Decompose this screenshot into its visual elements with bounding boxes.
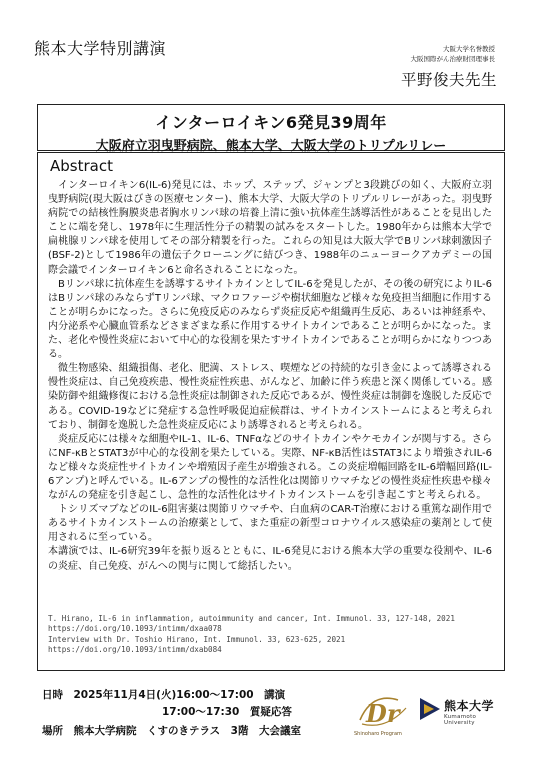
abstract-paragraph: 炎症反応には様々な細胞やIL-1、IL-6、TNFαなどのサイトカインやケモカインが関与する。さらにNF-κBとSTAT3が中心的な役割を果たしている。実際、NF-κB活性はSTAT3により増強されIL-6など様々な炎症性サイトカインや増殖因子産生が増強される。この炎症増幅回路をIL-6増幅回路(IL-6アンプ)と呼んでいる。IL-6アンプの慢性的な活性化は関節リウマチなどの慢性炎症性疾患や様々ながんの発症を引き起こし、急性的な活性化はサイトカインストームを引き起こすと考えられる。 (48, 433, 492, 502)
abstract-box (37, 152, 505, 671)
program-logo (352, 690, 414, 742)
university-emblem-icon (418, 696, 442, 722)
abstract-paragraph: Bリンパ球に抗体産生を誘導するサイトカインとしてIL-6を発見したが、その後の研究によりIL-6はBリンパ球のみならずTリンパ球、マクロファージや樹状細胞など様々な免疫担当細胞に作用することが明らかになった。さらに免疫反応のみならず炎症反応や組織再生反応、あるいは神経系や、内分泌系や心臓血管系などさまざまな系に作用するサイトカインであることが明らかになった。また、老化や慢性炎症において中心的な役割を果たすサイトカインであることが明らかになりつつある。 (48, 278, 492, 361)
abstract-paragraph: 本講演では、IL-6研究39年を振り返るとともに、IL-6発見における熊本大学の重要な役割や、IL-6 の炎症、自己免疫、がんへの関与に関して総括したい。 (48, 546, 492, 572)
references (48, 614, 494, 655)
program-logo-text: Dr (366, 699, 400, 728)
abstract-paragraph: 微生物感染、組織損傷、老化、肥満、ストレス、喫煙などの持続的な引き金によって誘導される慢性炎症は、自己免疫疾患、慢性炎症性疾患、がんなど、加齢に伴う疾患と深く関係している。感染防御や組織修復における急性炎症は制御された反応であるが、慢性炎症は制御を逸脱した反応である。COVID-19などに発症する急性呼吸促迫症候群は、サイトカインストームによると考えられており、制御を逸脱した急性炎症反応により誘導されると考えられる。 (48, 363, 492, 431)
event-qa-time: 17:00～17:30 質疑応答 (162, 706, 292, 718)
university-name: 熊本大学 (444, 699, 495, 713)
affiliation-1: 大阪大学名誉教授 (443, 45, 495, 53)
university-name-en: Kumamoto University (444, 714, 477, 726)
abstract-heading: Abstract (50, 157, 113, 175)
program-logo-icon (352, 690, 414, 732)
abstract-paragraph: インターロイキン6(IL-6)発見には、ホップ、ステップ、ジャンプと3段跳びの如く、大阪府立羽曳野病院(現大阪はびきの医療センター)、熊本大学、大阪大学のトリプルリレーがあった。羽曳野病院での結核性胸膜炎患者胸水リンパ球の培養上清に強い抗体産生誘導活性があることを見出したことに端を発し、1978年に生理活性分子の精製の試みをスタートした。1980年からは熊本大学で扁桃腺リンパ球を使用してその部分精製を行った。これらの知見は大阪大学でBリンパ球刺激因子(BSF-2)として1986年の遺伝子クローニングに結びつき、1988年のニューヨークアカデミーの国際会議でインターロイキン6と命名されることになった。 (48, 180, 492, 276)
title-box (37, 104, 505, 154)
speaker-name: 平野俊夫先生 (400, 71, 497, 89)
affiliation-2: 大阪国際がん治療財団理事長 (410, 55, 495, 63)
lecture-series-title: 熊本大学特別講演 (34, 39, 167, 58)
speaker-affiliations (411, 44, 496, 64)
lecture-title: インターロイキン6発見39周年 (155, 113, 387, 132)
reference-citation: T. Hirano, IL-6 in inflammation, autoimmunity and cancer, Int. Immunol. 33, 127-148, 2021 (48, 614, 455, 623)
event-date: 日時 2025年11月4日(火)16:00～17:00 講演 (42, 689, 286, 701)
reference-citation: Interview with Dr. Toshio Hirano, Int. Immunol. 33, 623-625, 2021 (48, 634, 346, 644)
program-logo-subtitle: Shinoharo Program (354, 731, 402, 737)
event-place: 場所 熊本大学病院 くすのきテラス 3階 大会議室 (42, 725, 301, 737)
reference-doi-link[interactable]: https://doi.org/10.1093/intimm/dxaa078 (48, 624, 222, 634)
university-logo (418, 696, 500, 726)
reference-doi-link[interactable]: https://doi.org/10.1093/intimm/dxab084 (48, 644, 222, 654)
lecture-subtitle: 大阪府立羽曳野病院、熊本大学、大阪大学のトリプルリレー (95, 139, 447, 154)
abstract-paragraph: トシリズマブなどのIL-6阻害薬は関節リウマチや、白血病のCAR-T治療における重篤な副作用であるサイトカインストームの治療薬として、また重症の新型コロナウイルス感染症の薬剤として使用されるに至っている。 (48, 504, 492, 544)
